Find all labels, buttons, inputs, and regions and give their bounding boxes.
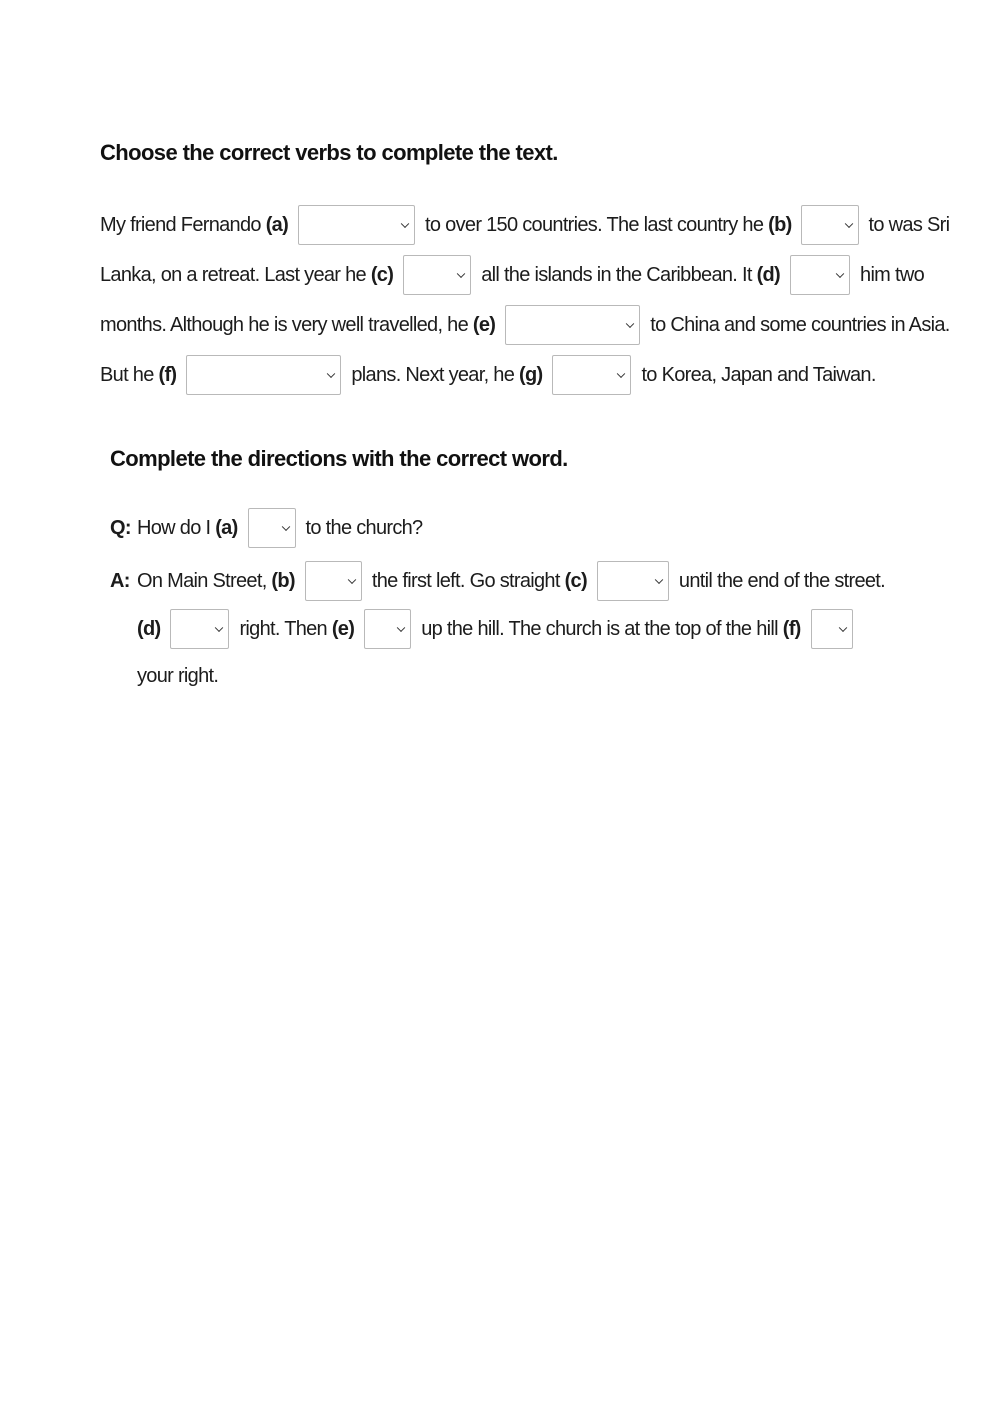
dropdown-directions-e[interactable]: [364, 609, 411, 649]
line-text: your right.: [137, 664, 219, 687]
text-line-2: [100, 253, 924, 297]
chevron-down-icon: [397, 624, 405, 632]
dropdown-directions-a[interactable]: [248, 508, 296, 548]
line-text: to China and some countries in Asia.: [650, 313, 950, 336]
chevron-down-icon: [655, 576, 663, 584]
answer-line-3: [137, 654, 218, 698]
line-text: How do I: [137, 516, 216, 539]
line-text: to over 150 countries. The last country he: [425, 213, 769, 236]
dropdown-directions-b[interactable]: [305, 561, 362, 601]
line-text: right. Then: [239, 617, 332, 640]
blank-label-b: (b): [768, 213, 792, 236]
chevron-down-icon: [327, 370, 335, 378]
text-line-4: [100, 353, 876, 397]
text-line-1: [100, 203, 949, 247]
blank-label-f: (f): [782, 617, 801, 640]
line-text: Lanka, on a retreat. Last year he: [100, 263, 371, 286]
chevron-down-icon: [401, 220, 409, 228]
chevron-down-icon: [836, 270, 844, 278]
chevron-down-icon: [281, 523, 289, 531]
line-text: On Main Street,: [137, 569, 272, 592]
line-text: My friend Fernando: [100, 213, 266, 236]
section-1-heading: Choose the correct verbs to complete the text.: [100, 140, 558, 165]
line-text: plans. Next year, he: [351, 363, 519, 386]
blank-label-a: (a): [265, 213, 289, 236]
line-text: to was Sri: [868, 213, 950, 236]
line-text: to the church?: [305, 516, 423, 539]
blank-label-f: (f): [158, 363, 177, 386]
line-text: the first left. Go straight: [371, 569, 565, 592]
blank-label-d: (d): [137, 617, 161, 640]
chevron-down-icon: [844, 220, 852, 228]
dropdown-directions-d[interactable]: [170, 609, 229, 649]
dropdown-b[interactable]: [801, 205, 859, 245]
line-text: all the islands in the Caribbean. It: [481, 263, 757, 286]
line-text: months. Although he is very well travelled, he: [100, 313, 473, 336]
dropdown-c[interactable]: [403, 255, 471, 295]
dropdown-d[interactable]: [790, 255, 850, 295]
chevron-down-icon: [626, 320, 634, 328]
line-text: But he: [100, 363, 159, 386]
dropdown-f[interactable]: [186, 355, 341, 395]
dropdown-a[interactable]: [298, 205, 415, 245]
text-line-3: [100, 303, 950, 347]
line-text: him two: [860, 263, 925, 286]
chevron-down-icon: [838, 624, 846, 632]
chevron-down-icon: [348, 576, 356, 584]
chevron-down-icon: [457, 270, 465, 278]
blank-label-c: (c): [564, 569, 587, 592]
dropdown-directions-f[interactable]: [811, 609, 853, 649]
chevron-down-icon: [215, 624, 223, 632]
blank-label-g: (g): [519, 363, 543, 386]
blank-label-e: (e): [331, 617, 355, 640]
blank-label-a: (a): [215, 516, 238, 539]
dropdown-g[interactable]: [552, 355, 631, 395]
answer-line-2: [137, 607, 853, 651]
q-label: Q:: [110, 516, 131, 539]
blank-label-c: (c): [370, 263, 394, 286]
answer-line-1: [110, 559, 885, 603]
blank-label-e: (e): [472, 313, 496, 336]
line-text: to Korea, Japan and Taiwan.: [641, 363, 876, 386]
question-line: [110, 506, 422, 550]
dropdown-directions-c[interactable]: [597, 561, 669, 601]
blank-label-b: (b): [271, 569, 295, 592]
line-text: until the end of the street.: [678, 569, 886, 592]
line-text: up the hill. The church is at the top of the hill: [421, 617, 783, 640]
section-2-heading: Complete the directions with the correct word.: [110, 446, 568, 471]
chevron-down-icon: [617, 370, 625, 378]
blank-label-d: (d): [756, 263, 781, 286]
a-label: A:: [110, 569, 130, 592]
dropdown-e[interactable]: [505, 305, 640, 345]
